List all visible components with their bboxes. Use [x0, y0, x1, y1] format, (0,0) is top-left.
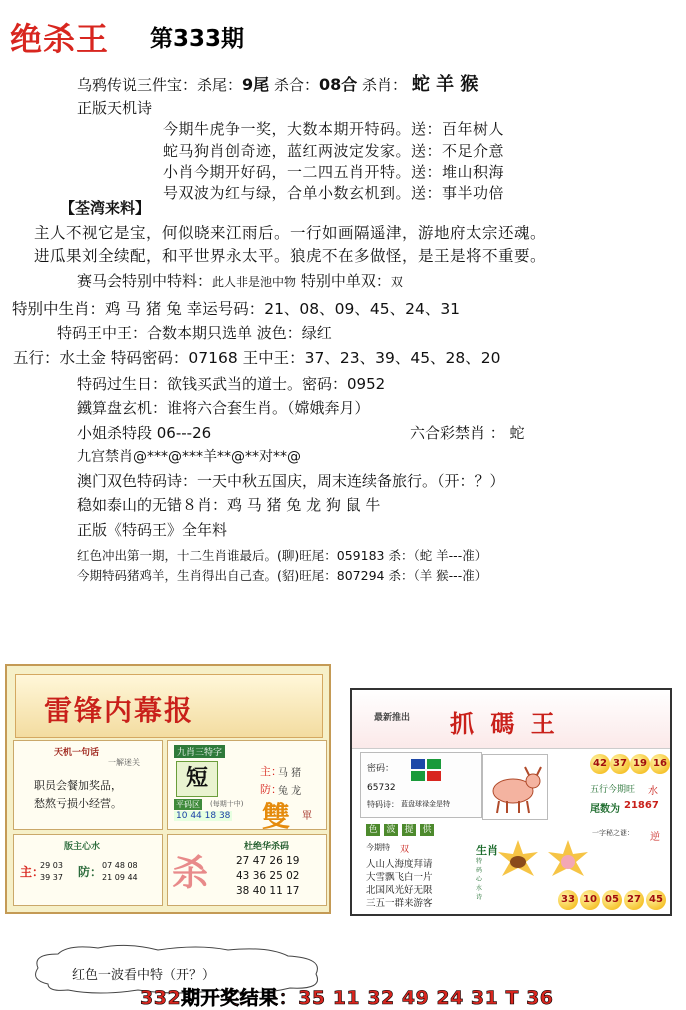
birthday-line: 特码过生日：欲钱买武当的道士。密码：0952	[77, 375, 386, 393]
saima-line	[77, 270, 403, 291]
issue-number: 第333期	[150, 26, 245, 52]
nine-char: 短	[176, 761, 218, 797]
nine-zhu-label: 主：	[260, 765, 282, 778]
note-line: 红色冲出第一期，十二生肖谁最后。(聊)旺尾：059183 杀：（蛇 羊---准）	[77, 548, 488, 563]
sky-text: 职员会餐加奖品，	[34, 779, 122, 792]
number-ball: 10	[580, 890, 600, 910]
special-zodiac-line: 特别中生肖：鸡 马 猪 兔 幸运号码：21、08、09、45、24、31	[12, 300, 461, 318]
number-ball: 42	[590, 754, 610, 774]
core-zhu-label: 主：	[20, 865, 45, 879]
core-fang-label: 防：	[78, 865, 103, 879]
double-label: 今期特	[366, 843, 390, 852]
nine-panel	[167, 740, 327, 833]
burst-icon	[548, 840, 588, 880]
tail-value: 21867	[624, 800, 659, 811]
core-zhu-nums: 29 03	[40, 861, 63, 870]
saima-text: 此人非是池中物	[212, 275, 297, 289]
king-line: 特码王中王：合数本期只选单 波色：绿红	[57, 324, 332, 342]
crow-label: 乌鸦传说三件宝：杀尾：	[77, 76, 243, 94]
core-panel	[13, 834, 163, 906]
saima-oddeven-label: 特别中单双：	[300, 272, 391, 290]
tail-label: 尾数为	[590, 804, 620, 815]
core-fang-nums: 21 09 44	[102, 873, 138, 882]
wuxing-value: 水	[648, 786, 658, 797]
crow-zodiac: 蛇 羊 猴	[411, 74, 479, 95]
poem-row: 大雪飘飞白一片	[366, 872, 433, 883]
burst-icon	[498, 840, 538, 880]
special-value: 蓝盘球禄金是特	[401, 800, 450, 808]
kill-char: 杀	[172, 852, 209, 894]
quanwan-line: 主人不视它是宝，何似晓来江雨后。一行如画隔遥津，游地府太宗还魂。	[34, 224, 547, 242]
color-tag: 提	[402, 824, 416, 836]
number-ball: 33	[558, 890, 578, 910]
zhuama-kicker: 最新推出	[374, 713, 411, 723]
color-tag: 波	[384, 824, 398, 836]
cloud-text: 红色一波看中特（开？）	[72, 968, 216, 983]
sky-panel	[13, 740, 163, 830]
nine-fang-value: 兔 龙	[278, 786, 302, 797]
wuxing-line: 五行：水土金 特码密码：07168 王中王：37、23、39、45、28、20	[13, 349, 501, 367]
kill-panel	[167, 834, 327, 906]
poem-line: 号双波为红与绿，合单小数玄机到。送：事半功倍	[163, 184, 505, 202]
nine-heading: 九肖三特字	[174, 745, 225, 758]
special-label: 特码诗：	[367, 800, 399, 809]
leifeng-header	[15, 674, 323, 738]
pwd-box	[360, 752, 482, 818]
saima-oddeven: 双	[390, 275, 403, 289]
nine-fang-label: 防：	[260, 783, 282, 796]
poem-line: 今期牛虎争一奖，大数本期开特码。送：百年树人	[163, 120, 505, 138]
kill-heading: 杜绝华杀码	[244, 842, 290, 852]
crow-sum-label: 杀合：	[273, 76, 319, 94]
secret-value: 逆	[650, 832, 660, 843]
core-zhu-nums: 39 37	[40, 873, 63, 882]
banned-zodiac: 六合彩禁肖 ： 蛇	[410, 424, 525, 442]
single-char: 單	[302, 811, 312, 822]
nine-nums: 10 44 18 38	[176, 811, 231, 821]
crow-tail: 9尾	[242, 75, 270, 94]
poem-line: 蛇马狗肖创奇迹，蓝红两波定发家。送：不足介意	[163, 142, 505, 160]
poem-row: 人山人海度拜请	[366, 859, 433, 870]
color-tag: 供	[420, 824, 434, 836]
color-tag: 色	[366, 824, 380, 836]
kill-row: 38 40 11 17	[236, 885, 300, 897]
quanwan-heading: 【荃湾来料】	[60, 199, 151, 217]
abacus-line: 鐵算盘玄机：谁将六合套生肖。（嫦娥奔月）	[77, 399, 370, 417]
page-title: 绝杀王	[10, 20, 110, 58]
wuxing-label: 五行今期旺	[590, 785, 636, 795]
pwd-value: 65732	[367, 783, 396, 793]
kill-row: 43 36 25 02	[236, 870, 300, 882]
saima-label: 赛马会特别中特料：	[77, 272, 213, 290]
double-value: 双	[400, 845, 410, 855]
quanwan-line: 进瓜果刘全续配，和平世界永太平。狼虎不在多做怪，是王是将不重要。	[34, 247, 547, 265]
logo-icon	[411, 759, 441, 783]
secret-label: 一字秘之谜：	[592, 829, 634, 837]
fullyear-line: 正版《特码王》全年料	[77, 521, 228, 539]
macau-line: 澳门双色特码诗：一天中秋五国庆，周末连续备旅行。（开：？）	[77, 472, 505, 490]
core-heading: 版主心水	[64, 842, 101, 852]
number-ball: 37	[610, 754, 630, 774]
sky-sub: 一解迷关	[108, 758, 140, 767]
leifeng-card	[5, 664, 331, 914]
poem-row: 北国风光好无限	[366, 885, 433, 896]
nine-zone-note: (每期十中)	[210, 800, 244, 808]
crow-line	[77, 70, 478, 96]
number-ball: 19	[630, 754, 650, 774]
side-text: 特码心水诗	[476, 858, 483, 901]
kill-segment: 小姐杀特段 06---26	[77, 424, 212, 442]
number-ball: 05	[602, 890, 622, 910]
zhuama-title: 抓 碼 王	[450, 709, 559, 738]
sky-heading: 天机一句话	[54, 748, 100, 758]
poem-heading: 正版天机诗	[77, 99, 153, 117]
poem-line: 小肖今期开好码，一二四五肖开特。送：堆山积海	[163, 163, 505, 181]
note-line: 今期特码猪鸡羊，生肖得出自己查。(貂)旺尾：807294 杀：（羊 猴---准）	[77, 568, 488, 583]
core-fang-nums: 07 48 08	[102, 861, 138, 870]
shengxiao-label: 生肖	[476, 844, 498, 857]
zhuama-header	[352, 690, 670, 749]
double-char: 雙	[262, 800, 291, 833]
leifeng-title: 雷锋内幕报	[44, 694, 195, 727]
poem-row: 三五一群来游客	[366, 898, 433, 909]
nine-palace-line: 九宫禁肖@***@***羊**@**对**@	[77, 449, 301, 465]
draw-result: 332期开奖结果：35 11 32 49 24 31 T 36	[140, 987, 554, 1009]
crow-zodiac-label: 杀肖：	[362, 76, 408, 94]
number-ball: 16	[650, 754, 670, 774]
nine-zone: 平码区	[176, 800, 200, 809]
crow-sum: 08合	[318, 75, 358, 94]
pwd-label: 密码：	[367, 764, 395, 774]
eight-zodiac-line: 稳如泰山的无错８肖：鸡 马 猪 兔 龙 狗 鼠 牛	[77, 496, 381, 514]
ox-icon	[482, 754, 548, 820]
zhuama-card	[350, 688, 672, 916]
kill-row: 27 47 26 19	[236, 855, 300, 867]
nine-zhu-value: 马 猪	[278, 768, 302, 779]
number-ball: 45	[646, 890, 666, 910]
number-ball: 27	[624, 890, 644, 910]
sky-text: 愁熬亏损小经营。	[34, 797, 122, 810]
